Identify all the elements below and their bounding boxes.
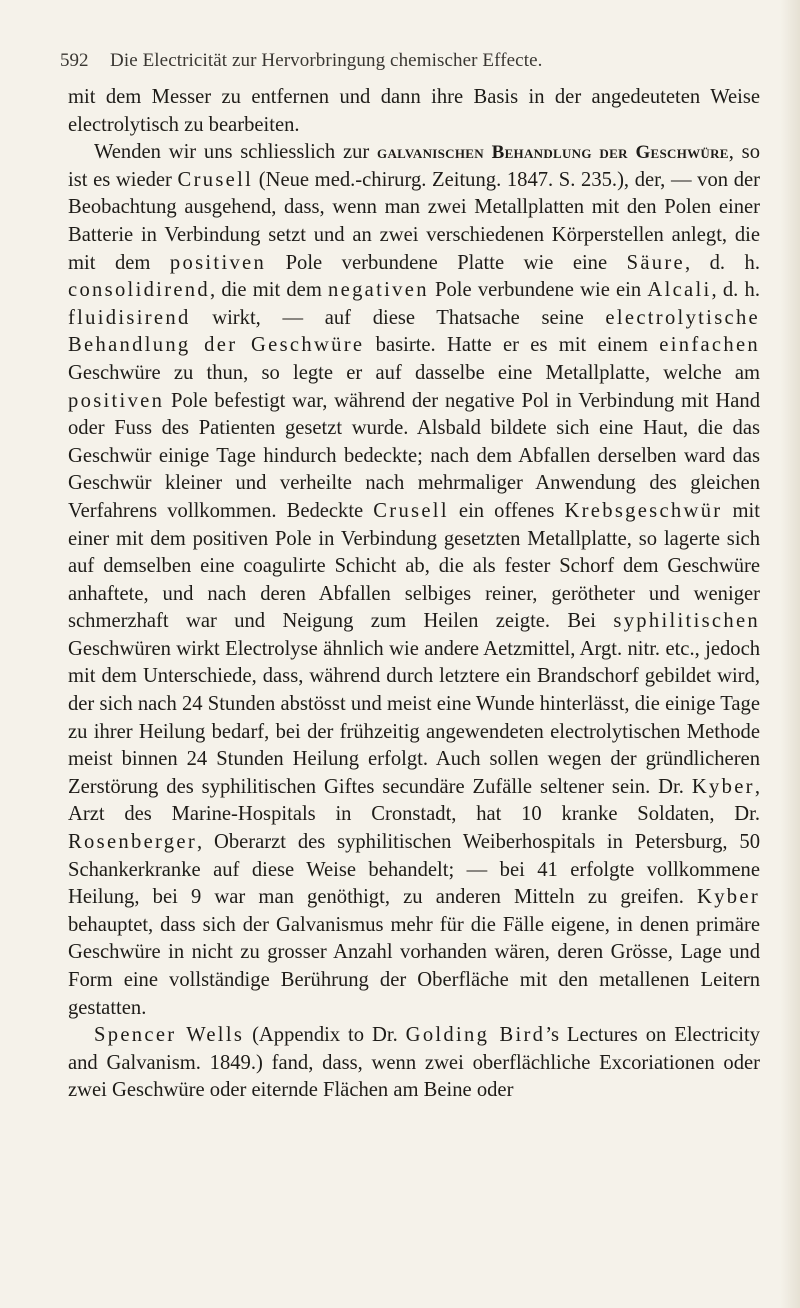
text-run: (Neue med.-chirurg. Zeitung. 1847. S. 235.), der, — von der Beobachtung ausgehend, dass, wenn man zwei Metallplatten mit den Polen einer Batterie in Verbindung setzt und an zwei verschiedenen Körperstellen anlegt, die mit dem — [68, 168, 760, 274]
text-run: wirkt, — auf diese Thatsache seine — [190, 306, 606, 329]
paragraph — [68, 139, 760, 1022]
text-run: mit dem Messer zu entfernen und dann ihre Basis in der angedeuteten Weise electrolytisch zu bearbeiten. — [68, 86, 760, 136]
text-run: behauptet, dass sich der Galvanismus mehr für die Fälle eigene, in denen primäre Geschwüre in nicht zu grosser Anzahl vorhanden wären, deren Grösse, Lage und Form eine vollständige Berührung der Oberfläche mit den metallenen Leitern gestatten. — [68, 913, 760, 1019]
spaced-emphasis: Golding Bird — [405, 1024, 546, 1047]
text-run: , d. h. — [685, 251, 761, 274]
text-run: Pole befestigt war, während der negative Pol in Verbindung mit Hand oder Fuss des Patienten gesetzt wurde. Alsbald bildete sich eine Haut, die das Geschwür einige Tage hindurch bedeckte; nach dem Abfallen derselben ward das Geschwür kleiner und verheilte nach mehrmaliger Anwendung des gleichen Verfahrens vollkommen. Bedeckte — [68, 389, 760, 522]
spaced-emphasis: consolidirend — [68, 279, 210, 302]
text-run: Pole verbundene Platte wie eine — [266, 251, 627, 274]
spaced-emphasis: syphilitischen — [613, 610, 760, 633]
text-run: basirte. Hatte er es mit einem — [364, 334, 660, 357]
text-run: Wenden wir uns schliesslich zur — [94, 141, 378, 164]
text-run: , d. h. — [711, 279, 760, 302]
text-run: ein offenes — [448, 499, 565, 522]
spaced-emphasis: Alcali — [647, 279, 712, 302]
page-number: 592 — [60, 50, 89, 71]
spaced-emphasis: Krebsgeschwür — [564, 499, 723, 522]
running-head — [60, 50, 760, 72]
spaced-emphasis: Rosenberger — [68, 831, 198, 854]
text-run: Geschwüre zu thun, so legte er auf dasselbe eine Metallplatte, welche am — [68, 361, 760, 384]
spaced-emphasis: negativen — [328, 279, 429, 302]
paragraph — [68, 84, 760, 139]
text-run: , Arzt des Marine-Hospitals in Cronstadt, hat 10 kranke Soldaten, Dr. — [68, 775, 760, 826]
text-run: , die mit dem — [210, 279, 329, 302]
body-text — [68, 84, 760, 1105]
spaced-emphasis: electrolytische Behandlung der Geschwüre — [68, 306, 760, 357]
running-title: Die Electricität zur Hervorbringung chemischer Effecte. — [110, 50, 543, 71]
spaced-emphasis: Kyber — [691, 775, 755, 798]
spaced-emphasis: Säure — [626, 251, 685, 274]
text-run: ’s Lectures on Electricity and Galvanism. 1849.) fand, dass, wenn zwei oberflächliche Excoriationen oder zwei Geschwüre oder eiternde Flächen am Beine oder — [68, 1024, 760, 1102]
text-run: Geschwüren wirkt Electrolyse ähnlich wie andere Aetzmittel, Argt. nitr. etc., jedoch mit dem Unterschiede, dass, während durch letztere ein Brandschorf gebildet wird, der sich nach 24 Stunden abstösst und meist eine Wunde hinterlässt, die einige Tage zu ihrer Heilung bedarf, bei der frühzeitig angewendeten electrolytischen Methode meist binnen 24 Stunden Heilung erfolgt. Auch sollen wegen der gründlicheren Zerstörung des syphilitischen Giftes secundäre Zufälle seltener sein. Dr. — [68, 637, 760, 798]
text-run: (Appendix to Dr. — [244, 1024, 406, 1047]
heading-run: galvanischen Behandlung der Geschwüre — [377, 142, 729, 164]
paragraph — [68, 1022, 760, 1105]
spaced-emphasis: Kyber — [697, 886, 760, 909]
spaced-emphasis: positiven — [68, 389, 165, 412]
spaced-emphasis: einfachen — [659, 334, 760, 357]
spaced-emphasis: Crusell — [177, 168, 254, 191]
text-run: mit einer mit dem positiven Pole in Verbindung gesetzten Metallplatte, so lagerte sich auf demselben eine coagulirte Schicht ab, die als fester Schorf dem Geschwüre anhaftete, und nach deren Abfallen selbiges reiner, gerötheter und weniger schmerzhaft war und Neigung zum Heilen zeigte. Bei — [68, 499, 760, 633]
text-run: Pole verbundene wie ein — [428, 279, 648, 302]
spaced-emphasis: fluidisirend — [68, 306, 191, 329]
spaced-emphasis: Spencer Wells — [94, 1024, 245, 1047]
spaced-emphasis: Crusell — [373, 499, 449, 522]
text-run: , Oberarzt des syphilitischen Weiberhospitals in Petersburg, 50 Schankerkranke auf diese Weise behandelt; — bei 41 erfolgte vollkommene Heilung, bei 9 war man genöthigt, zu anderen Mitteln zu greifen. — [68, 831, 760, 909]
text-run: , so ist es wieder — [68, 141, 760, 191]
spaced-emphasis: positiven — [169, 251, 267, 274]
